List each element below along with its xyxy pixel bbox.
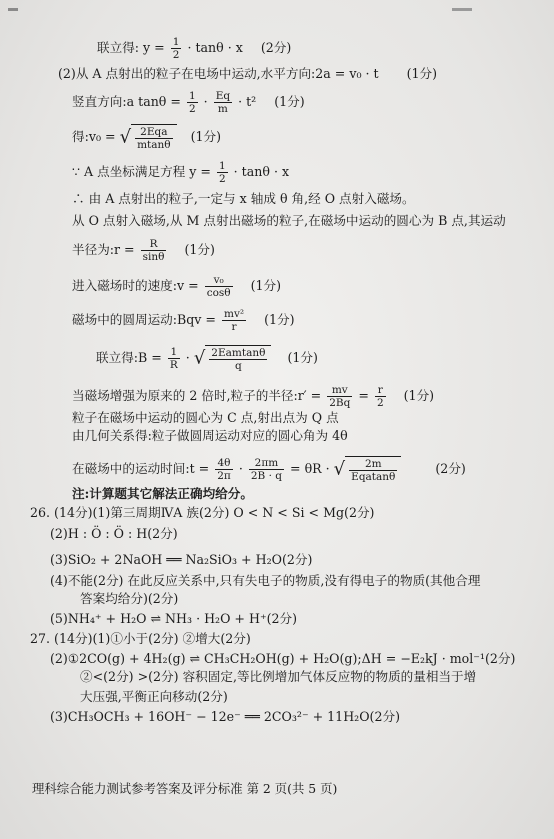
text: 26. (14分)(1)第三周期ⅣA 族(2分) O < N < Si < Mg(2分) [30,505,375,520]
fraction: $\frac{\text{mv²}}{r}$ [224,308,245,333]
square-root: √ $\frac{\text{2Eqa}}{mtan\theta}$ [120,124,177,151]
text: ∵ A 点坐标满足方程 y = [72,164,211,179]
solution-line [58,66,437,82]
score: (1分) [287,350,318,365]
text: ②<(2分) >(2分) 容积固定,等比例增加气体反应物的物质的量相当于增 [80,669,477,684]
question-27-answer [30,631,251,647]
text: (2)从 A 点射出的粒子在电场中运动,水平方向:2a = v₀ · t [58,66,379,81]
footer-text: 理科综合能力测试参考答案及评分标准 第 2 页(共 5 页) [32,781,338,796]
solution-line [72,274,281,299]
solution-note [72,486,253,502]
equation-text: · t² [238,94,257,109]
solution-line [72,238,215,263]
text: 从 O 点射入磁场,从 M 点射出磁场的粒子,在磁场中运动的圆心为 B 点,其运动 [72,213,506,228]
text: 进入磁场时的速度:v = [72,278,199,293]
fraction: $\frac{1}{2}$ [172,36,180,61]
solution-line [72,191,415,207]
fraction: $\frac{\text{v₀}}{\cos\theta}$ [206,274,231,299]
fraction: $\frac{R}{\sin\theta}$ [142,238,165,263]
text: (2)①2CO(g) + 4H₂(g) ⇌ CH₃CH₂OH(g) + H₂O(g);ΔH = −E₂kJ · mol⁻¹(2分) [50,651,516,666]
equation-text: · tanθ · x [233,164,290,179]
score: (1分) [264,312,295,327]
solution-line [72,428,348,444]
scan-mark [452,8,472,11]
solution-line [72,160,289,185]
text: 27. (14分)(1)①小于(2分) ②增大(2分) [30,631,251,646]
solution-line [72,308,295,333]
text: 磁场中的圆周运动:Bqv = [72,312,216,327]
equation-text: = [358,388,369,403]
text: ∴ 由 A 点射出的粒子,一定与 x 轴成 θ 角,经 O 点射入磁场。 [72,191,415,206]
scan-mark [8,8,18,11]
solution-line [80,591,178,607]
solution-line [50,611,297,627]
fraction: $\frac{r}{2}$ [376,384,384,409]
text: (4)不能(2分) 在此反应关系中,只有失电子的物质,没有得电子的物质(其他合理 [50,573,481,588]
solution-line [50,709,400,725]
solution-line [72,213,506,229]
text: (3)CH₃OCH₃ + 16OH⁻ − 12e⁻ ══ 2CO₃²⁻ + 11H₂O(2分) [50,709,400,724]
solution-line [80,689,228,705]
text: (5)NH₄⁺ + H₂O ⇌ NH₃ · H₂O + H⁺(2分) [50,611,298,626]
score: (2分) [260,40,292,55]
text: 在磁场中的运动时间:t = [72,461,210,476]
score: (1分) [184,242,215,257]
fraction: $\frac{4\theta}{2\pi}$ [217,457,231,482]
solution-line [50,526,178,542]
equation-text: · tanθ · x [187,40,243,55]
text: 联立得:B = [96,350,162,365]
text: 粒子在磁场中运动的圆心为 C 点,射出点为 Q 点 [72,410,339,425]
square-root: √ $\frac{2m}{\text{Eqatanθ}}$ [334,456,402,483]
score: (1分) [403,388,435,403]
text: 由几何关系得:粒子做圆周运动对应的圆心角为 4θ [72,428,348,443]
text: (3)SiO₂ + 2NaOH ══ Na₂SiO₃ + H₂O(2分) [50,552,313,567]
equation-text: · [185,350,190,365]
solution-line [97,36,291,61]
equation-text: = θR · [290,461,330,476]
solution-line [50,573,480,589]
score: (1分) [274,94,305,109]
text: (2)H : Ö : Ö : H(2分) [50,526,178,541]
fraction: $\frac{2\pi m}{2B \cdot q}$ [250,457,282,482]
text: 竖直方向:a tanθ = [72,94,181,109]
text: 大压强,平衡正向移动(2分) [80,689,228,704]
score: (1分) [190,129,222,144]
solution-line: 竖直方向:a tanθ = $\frac{1}{2}$ · $\frac{Eq}{m}$ · t² (1分) [72,90,305,115]
score: (2分) [435,461,466,476]
page-footer [32,781,337,797]
solution-line [72,456,466,483]
solution-line [80,669,476,685]
solution-line [50,651,515,667]
square-root: √ $\frac{\text{2Eamtanθ}}{q}$ [194,345,272,372]
text: 注:计算题其它解法正确均给分。 [72,486,253,501]
fraction: $\frac{1}{R}$ [169,346,178,371]
solution-line [72,384,434,409]
equation-text: y = [143,40,165,55]
score: (1分) [250,278,282,293]
score: (1分) [406,66,438,81]
solution-line [96,345,318,372]
text: 半径为:r = [72,242,135,257]
text: 得:v₀ = [72,129,116,144]
fraction: $\frac{Eq}{m}$ [215,90,231,115]
fraction: $\frac{mv}{2Bq}$ [329,384,351,409]
solution-line [72,410,339,426]
text: 当磁场增强为原来的 2 倍时,粒子的半径:r′ = [72,388,322,403]
solution-line [72,124,221,151]
equation-text: · [238,461,243,476]
text: 答案均给分)(2分) [80,591,179,606]
fraction: $\frac{1}{2}$ [218,160,226,185]
fraction: $\frac{1}{2}$ [188,90,196,115]
question-26-answer [30,505,374,521]
solution-line [50,552,312,568]
text: 联立得: [97,40,140,55]
